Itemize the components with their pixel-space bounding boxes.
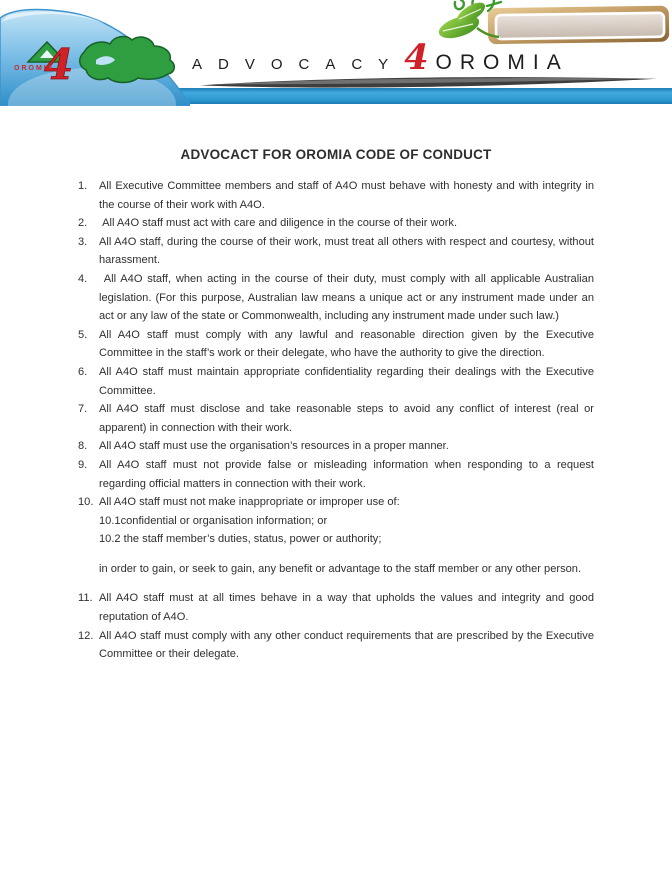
oromia-map-icon — [80, 37, 175, 83]
conduct-list-item — [78, 233, 594, 270]
item-number: 5. — [78, 328, 88, 341]
item-continuation: in order to gain, or seek to gain, any benefit or advantage to the staff member or any other person. — [99, 562, 582, 575]
item-number: 12. — [78, 629, 94, 642]
item-text: All A4O staff must act with care and diligence in the course of their work. — [99, 217, 458, 230]
item-body — [99, 363, 594, 400]
item-number: 11. — [78, 592, 93, 605]
item-text: All Executive Committee members and staff of A4O must behave with honesty and with integrity in the course of their work with A4O. — [99, 180, 594, 211]
brand-numeral-4: 4 — [404, 37, 429, 78]
item-body — [99, 214, 594, 233]
subitem: 10.1confidential or organisation information; or — [99, 514, 328, 527]
conduct-list-item — [78, 493, 594, 589]
swoosh-underline-icon — [185, 75, 672, 90]
item-number: 1. — [78, 180, 88, 192]
logo-caption: OROMIA — [14, 65, 55, 72]
leaves-banner-decoration — [425, 0, 672, 46]
item-text: All A4O staff must not make inappropriate or improper use of: — [99, 496, 400, 509]
item-number: 3. — [78, 235, 88, 248]
conduct-list-item — [78, 456, 594, 493]
item-text: All A4O staff must maintain appropriate confidentiality regarding their dealings with the Executive Committee. — [99, 365, 594, 397]
item-text: All A4O staff must use the organisation’s resources in a proper manner. — [99, 440, 449, 453]
gold-banner-icon — [488, 6, 669, 45]
item-text: All A4O staff, during the course of their work, must treat all others with respect and courtesy, without harassment. — [99, 235, 594, 267]
item-body — [99, 400, 594, 437]
conduct-list-item — [78, 270, 594, 326]
item-subitems — [99, 512, 594, 549]
item-body — [99, 326, 594, 363]
item-number: 4. — [78, 272, 88, 285]
conduct-list — [78, 177, 594, 664]
brand-word-oromia: OROMIA — [435, 51, 569, 74]
conduct-list-item — [78, 589, 594, 626]
conduct-list-item — [78, 627, 594, 664]
item-text: All A4O staff must not provide false or misleading information when responding to a request regarding official matters in connection with their work. — [99, 458, 594, 490]
conduct-list-item — [78, 177, 594, 214]
item-body — [99, 456, 594, 493]
item-text: All A4O staff must comply with any other conduct requirements that are prescribed by the Executive Committee or their delegate. — [99, 629, 594, 661]
item-body — [99, 177, 594, 214]
item-body — [99, 233, 594, 270]
conduct-list-item — [78, 214, 594, 233]
document-title: ADVOCACT FOR OROMIA CODE OF CONDUCT — [180, 147, 492, 162]
item-number: 10. — [78, 496, 94, 509]
item-number: 2. — [78, 217, 88, 230]
conduct-list-item — [78, 363, 594, 400]
item-body — [99, 437, 594, 456]
brand-word-advocacy: ADVOCACY — [192, 56, 405, 73]
item-number: 9. — [78, 458, 88, 471]
item-body — [99, 493, 594, 589]
logo-numeral: 4 — [44, 40, 74, 89]
item-number: 6. — [78, 365, 88, 378]
subitem: 10.2 the staff member’s duties, status, power or authority; — [99, 533, 382, 546]
item-text: All A4O staff must disclose and take reasonable steps to avoid any conflict of interest (real or apparent) in connection with their work. — [99, 403, 594, 434]
item-number: 8. — [78, 440, 88, 453]
item-body — [99, 589, 594, 626]
item-text: All A4O staff must at all times behave in a way that upholds the values and integrity and good reputation of A4O. — [99, 592, 594, 624]
item-body — [99, 270, 594, 326]
item-text: All A4O staff, when acting in the course of their duty, must comply with all applicable Australian legislation. (For this purpose, Australian law means a unique act or any instrument made under an act or any law of the state or Commonwealth, including any instrument made under such law.) — [99, 272, 594, 323]
conduct-list-item — [78, 326, 594, 363]
item-body — [99, 627, 594, 664]
conduct-list-item — [78, 400, 594, 437]
a4o-logo-icon — [0, 0, 190, 106]
item-text: All A4O staff must comply with any lawful and reasonable direction given by the Executive Committee in the staff’s work or their delegate, who have the authority to give the direction. — [99, 328, 594, 360]
item-number: 7. — [78, 403, 88, 416]
conduct-list-item — [78, 437, 594, 456]
